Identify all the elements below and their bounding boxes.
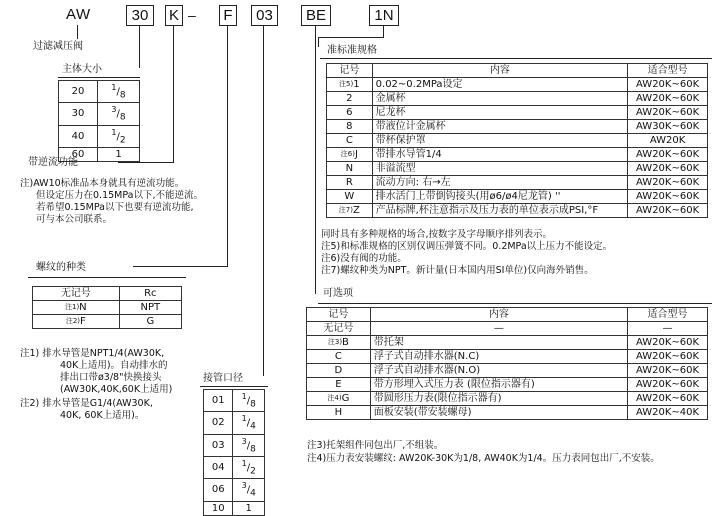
check-note-3: 若希望0.15MPa以下也要有逆流功能, bbox=[36, 202, 194, 213]
table-row: $^{注5)}$1 0.02~0.2MPa设定 AW20K~60K bbox=[327, 78, 708, 92]
options-note-1: 注3)托架组件同包出厂,不组装。 bbox=[307, 440, 444, 451]
table-row: 无记号 Rc bbox=[33, 287, 182, 301]
semi-std-note-4: 注7)螺纹种类为NPT。新计量(日本国内用SI单位)仅向海外销售。 bbox=[321, 265, 594, 276]
code-box-semi-std: 1N bbox=[369, 5, 399, 26]
semi-std-table bbox=[326, 63, 708, 218]
semi-std-title: 准标准规格 bbox=[327, 45, 377, 56]
thread-note-3: 排出口带ø3/8"快换接头 bbox=[60, 372, 162, 383]
table-row: $^{注4)}$G 带圆形压力表(限位指示器有) AW20K~60K bbox=[307, 392, 708, 406]
table-row: 04 $^1/_2$ bbox=[204, 456, 265, 478]
check-note-1: 注)AW10标准品本身就具有逆流功能。 bbox=[20, 178, 185, 189]
code-box-check: K bbox=[165, 5, 183, 26]
table-row: 03 $^3/_8$ bbox=[204, 434, 265, 456]
options-note-2: 注4)压力表安装螺纹: AW20K-30K为1/8, AW40K为1/4。压力表同包出厂,不安装。 bbox=[307, 453, 660, 464]
code-box-options: BE bbox=[301, 5, 331, 26]
table-row: 记号 内容 适合型号 bbox=[327, 64, 708, 78]
table-row: 06 $^3/_4$ bbox=[204, 479, 265, 501]
model-prefix: AW bbox=[66, 6, 91, 23]
thread-note-5: 注2) 排水导管是G1/4(AW30K, bbox=[20, 398, 153, 409]
table-row: $^{注2)}$F G bbox=[33, 315, 182, 329]
thread-note-4: (AW30K,40K,60K上适用) bbox=[60, 384, 173, 395]
thread-note-6: 40K, 60K上适用)。 bbox=[60, 410, 145, 421]
thread-type-title: 螺纹的种类 bbox=[36, 262, 86, 273]
code-box-thread: F bbox=[219, 5, 237, 26]
table-row: N 非溢流型 AW20K~60K bbox=[327, 162, 708, 176]
check-note-2: 但设定压力在0.15MPa以下,不能逆流。 bbox=[36, 190, 203, 201]
table-row: 20 $^1/_8$ bbox=[59, 81, 140, 103]
table-row: H 面板安装(带安装螺母) AW20K~40K bbox=[307, 406, 708, 420]
thread-note-2: 40K上适用)。自动排水的 bbox=[60, 360, 168, 371]
code-box-port: 03 bbox=[251, 5, 278, 26]
code-box-size: 30 bbox=[126, 5, 154, 26]
semi-std-note-3: 注6)没有阀的功能。 bbox=[321, 253, 407, 264]
table-row: D 浮子式自动排水器(N.O) AW20K~60K bbox=[307, 364, 708, 378]
body-size-title: 主体大小 bbox=[62, 64, 102, 75]
body-size-table bbox=[58, 80, 140, 162]
port-size-title: 接管口径 bbox=[203, 373, 243, 384]
thread-note-1: 注1) 排水导管是NPT1/4(AW30K, bbox=[20, 348, 165, 359]
table-row: 无记号 — — bbox=[307, 322, 708, 336]
table-row: $^{注7)}$Z 产品标牌,杯注意指示及压力表的单位表示成PSI,°F AW20K~60K bbox=[327, 204, 708, 218]
table-row: E 带方形埋入式压力表 (限位指示器有) AW20K~60K bbox=[307, 378, 708, 392]
filter-regulator-label: 过滤减压阀 bbox=[33, 41, 83, 52]
table-row: 60 1 bbox=[59, 147, 140, 161]
check-note-4: 可与本公司联系。 bbox=[36, 214, 113, 225]
table-row: 2 金属杯 AW20K~60K bbox=[327, 92, 708, 106]
table-row: 02 $^1/_4$ bbox=[204, 412, 265, 434]
table-row: 10 1 bbox=[204, 501, 265, 515]
table-row: 8 带液位计金属杯 AW30K~60K bbox=[327, 120, 708, 134]
table-row: $^{注6)}$J 带排水导管1/4 AW20K~60K bbox=[327, 148, 708, 162]
table-row: $^{注3)}$B 带托架 AW20K~60K bbox=[307, 336, 708, 350]
options-title: 可选项 bbox=[323, 288, 353, 299]
table-row: W 排水活门上带倒钩接头(用ø6/ø4尼龙管) '' AW20K~60K bbox=[327, 190, 708, 204]
table-row: 6 尼龙杯 AW20K~60K bbox=[327, 106, 708, 120]
table-row: 30 $^3/_8$ bbox=[59, 103, 140, 125]
code-dash: – bbox=[188, 7, 196, 23]
table-row: C 浮子式自动排水器(N.C) AW20K~60K bbox=[307, 350, 708, 364]
semi-std-note-1: 同时具有多种规格的场合,按数字及字母顺序排列表示。 bbox=[321, 229, 553, 240]
table-row: R 流动方向: 右→左 AW20K~60K bbox=[327, 176, 708, 190]
options-table bbox=[306, 307, 708, 420]
table-row: 记号 内容 适合型号 bbox=[307, 308, 708, 322]
port-size-table bbox=[203, 389, 265, 516]
table-row: 01 $^1/_8$ bbox=[204, 390, 265, 412]
table-row: C 带杯保护罩 AW20K bbox=[327, 134, 708, 148]
table-row: $^{注1)}$N NPT bbox=[33, 301, 182, 315]
check-valve-label: 带逆流功能 bbox=[28, 157, 78, 168]
semi-std-note-2: 注5)和标准规格的区别仅调压弹簧不同。0.2MPa以上压力不能设定。 bbox=[321, 241, 613, 252]
table-row: 40 $^1/_2$ bbox=[59, 125, 140, 147]
thread-type-table bbox=[32, 286, 182, 329]
